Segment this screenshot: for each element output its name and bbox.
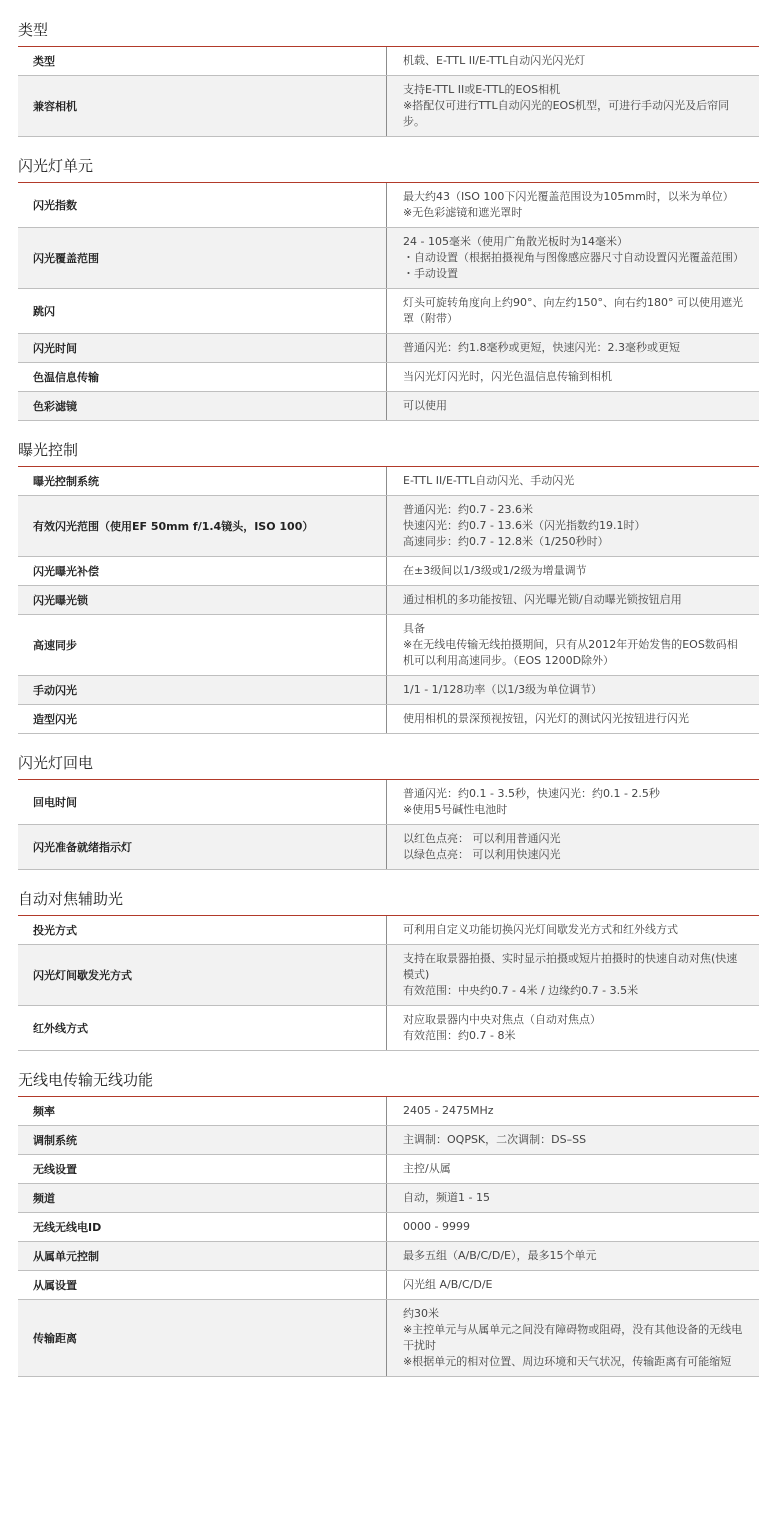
spec-value-line: ・手动设置 (403, 267, 458, 280)
spec-row (18, 1300, 759, 1377)
spec-value (387, 1006, 759, 1050)
spec-value-line: ※无色彩滤镜和遮光罩时 (403, 206, 523, 219)
spec-label: 有效闪光范围（使用EF 50mm f/1.4镜头，ISO 100） (18, 496, 387, 556)
spec-value (387, 289, 759, 333)
spec-value-line: 普通闪光：约0.1 - 3.5秒，快速闪光：约0.1 - 2.5秒 (403, 787, 660, 800)
spec-label: 跳闪 (18, 289, 387, 333)
spec-value-line: 使用相机的景深预视按钮，闪光灯的测试闪光按钮进行闪光 (403, 712, 689, 725)
spec-row (18, 557, 759, 586)
spec-value (387, 705, 759, 733)
spec-section (18, 753, 759, 870)
spec-label: 频道 (18, 1184, 387, 1212)
spec-row (18, 1126, 759, 1155)
spec-value-line: ※根据单元的相对位置、周边环境和天气状况，传输距离有可能缩短 (403, 1355, 732, 1368)
spec-table (18, 183, 759, 421)
spec-row (18, 496, 759, 557)
spec-value-line: 通过相机的多功能按钮、闪光曝光锁/自动曝光锁按钮启用 (403, 593, 682, 606)
spec-row (18, 47, 759, 76)
spec-row (18, 1242, 759, 1271)
section-title: 闪光灯回电 (18, 753, 759, 780)
spec-label: 色彩滤镜 (18, 392, 387, 420)
spec-row (18, 183, 759, 228)
section-title: 闪光灯单元 (18, 156, 759, 183)
spec-label: 闪光时间 (18, 334, 387, 362)
spec-value (387, 392, 759, 420)
spec-row (18, 76, 759, 137)
section-title: 自动对焦辅助光 (18, 889, 759, 916)
spec-value (387, 1271, 759, 1299)
spec-row (18, 1184, 759, 1213)
spec-row (18, 1097, 759, 1126)
spec-value (387, 183, 759, 227)
spec-row (18, 586, 759, 615)
spec-value-line: 最多五组（A/B/C/D/E），最多15个单元 (403, 1249, 597, 1262)
spec-label: 高速同步 (18, 615, 387, 675)
spec-row (18, 676, 759, 705)
spec-value-line: 快速闪光：约0.7 - 13.6米（闪光指数约19.1时） (403, 519, 646, 532)
spec-row (18, 467, 759, 496)
spec-section (18, 889, 759, 1051)
spec-value-line: 闪光组 A/B/C/D/E (403, 1278, 493, 1291)
spec-value-line: 以红色点亮： 可以利用普通闪光 (403, 832, 561, 845)
spec-value-line: 主调制：OQPSK，二次调制：DS–SS (403, 1133, 587, 1146)
spec-row (18, 916, 759, 945)
spec-value-line: 高速同步：约0.7 - 12.8米（1/250秒时） (403, 535, 609, 548)
spec-label: 从属设置 (18, 1271, 387, 1299)
spec-value-line: 当闪光灯闪光时，闪光色温信息传输到相机 (403, 370, 612, 383)
spec-row (18, 780, 759, 825)
spec-value (387, 1126, 759, 1154)
spec-label: 从属单元控制 (18, 1242, 387, 1270)
spec-value (387, 228, 759, 288)
spec-value (387, 586, 759, 614)
spec-table (18, 1097, 759, 1377)
spec-table (18, 467, 759, 734)
spec-label: 频率 (18, 1097, 387, 1125)
spec-value-line: 自动，频道1 - 15 (403, 1191, 490, 1204)
spec-value-line: 2405 - 2475MHz (403, 1104, 494, 1117)
spec-label: 闪光灯间歇发光方式 (18, 945, 387, 1005)
spec-value-line: ※搭配仅可进行TTL自动闪光的EOS机型，可进行手动闪光及后帘同步。 (403, 99, 730, 128)
spec-section (18, 20, 759, 137)
spec-label: 传输距离 (18, 1300, 387, 1376)
spec-value (387, 467, 759, 495)
spec-value-line: 机载、E-TTL II/E-TTL自动闪光闪光灯 (403, 54, 586, 67)
spec-value-line: 支持E-TTL II或E-TTL的EOS相机 (403, 83, 561, 96)
spec-value (387, 1184, 759, 1212)
spec-value-line: 可以使用 (403, 399, 447, 412)
spec-value-line: 24 - 105毫米（使用广角散光板时为14毫米） (403, 235, 628, 248)
spec-value (387, 916, 759, 944)
spec-value (387, 76, 759, 136)
spec-value (387, 1155, 759, 1183)
spec-label: 类型 (18, 47, 387, 75)
spec-value-line: ※在无线电传输无线拍摄期间，只有从2012年开始发售的EOS数码相机可以利用高速同步。（EOS 1200D除外） (403, 638, 738, 667)
spec-label: 调制系统 (18, 1126, 387, 1154)
spec-value (387, 1213, 759, 1241)
spec-label: 回电时间 (18, 780, 387, 824)
spec-row (18, 228, 759, 289)
spec-value (387, 676, 759, 704)
spec-label: 闪光覆盖范围 (18, 228, 387, 288)
spec-value (387, 825, 759, 869)
spec-section (18, 156, 759, 421)
spec-label: 闪光指数 (18, 183, 387, 227)
spec-row (18, 1213, 759, 1242)
spec-value (387, 334, 759, 362)
spec-table (18, 916, 759, 1051)
spec-value-line: 以绿色点亮： 可以利用快速闪光 (403, 848, 561, 861)
spec-value-line: 主控/从属 (403, 1162, 451, 1175)
spec-value-line: 具备 (403, 622, 425, 635)
spec-value (387, 496, 759, 556)
spec-value-line: 可利用自定义功能切换闪光灯间歇发光方式和红外线方式 (403, 923, 678, 936)
spec-value-line: 约30米 (403, 1307, 439, 1320)
spec-row (18, 945, 759, 1006)
spec-value (387, 780, 759, 824)
spec-label: 闪光曝光锁 (18, 586, 387, 614)
spec-label: 兼容相机 (18, 76, 387, 136)
spec-value-line: 对应取景器内中央对焦点（自动对焦点） (403, 1013, 601, 1026)
spec-value (387, 1097, 759, 1125)
spec-label: 红外线方式 (18, 1006, 387, 1050)
spec-value-line: 普通闪光：约0.7 - 23.6米 (403, 503, 533, 516)
spec-row (18, 1006, 759, 1051)
spec-value-line: 有效范围：约0.7 - 8米 (403, 1029, 516, 1042)
spec-value-line: 0000 - 9999 (403, 1220, 470, 1233)
spec-row (18, 392, 759, 421)
spec-table (18, 780, 759, 870)
spec-value (387, 1300, 759, 1376)
spec-value (387, 945, 759, 1005)
spec-value-line: 1/1 - 1/128功率（以1/3级为单位调节） (403, 683, 603, 696)
spec-value (387, 615, 759, 675)
section-title: 无线电传输无线功能 (18, 1070, 759, 1097)
spec-value (387, 363, 759, 391)
spec-page (18, 0, 759, 1377)
spec-label: 投光方式 (18, 916, 387, 944)
spec-value-line: ・自动设置（根据拍摄视角与图像感应器尺寸自动设置闪光覆盖范围） (403, 251, 744, 264)
spec-value-line: ※主控单元与从属单元之间没有障碍物或阻碍，没有其他设备的无线电干扰时 (403, 1323, 743, 1352)
spec-label: 造型闪光 (18, 705, 387, 733)
spec-row (18, 1155, 759, 1184)
spec-value-line: 最大约43（ISO 100下闪光覆盖范围设为105mm时，以米为单位） (403, 190, 734, 203)
spec-row (18, 334, 759, 363)
section-title: 类型 (18, 20, 759, 47)
spec-value (387, 1242, 759, 1270)
spec-section (18, 1070, 759, 1377)
spec-label: 色温信息传输 (18, 363, 387, 391)
spec-value-line: 灯头可旋转角度向上约90°、向左约150°、向右约180° 可以使用遮光罩（附带） (403, 296, 743, 325)
spec-label: 曝光控制系统 (18, 467, 387, 495)
spec-label: 手动闪光 (18, 676, 387, 704)
spec-row (18, 363, 759, 392)
spec-section (18, 440, 759, 734)
spec-value-line: ※使用5号碱性电池时 (403, 803, 508, 816)
spec-row (18, 615, 759, 676)
section-title: 曝光控制 (18, 440, 759, 467)
spec-label: 无线设置 (18, 1155, 387, 1183)
spec-row (18, 825, 759, 870)
spec-value-line: 普通闪光：约1.8毫秒或更短，快速闪光：2.3毫秒或更短 (403, 341, 680, 354)
spec-label: 闪光曝光补偿 (18, 557, 387, 585)
spec-row (18, 705, 759, 734)
spec-value-line: 支持在取景器拍摄、实时显示拍摄或短片拍摄时的快速自动对焦(快速模式) (403, 952, 738, 981)
spec-value-line: 有效范围：中央约0.7 - 4米 / 边缘约0.7 - 3.5米 (403, 984, 639, 997)
spec-value-line: 在±3级间以1/3级或1/2级为增量调节 (403, 564, 587, 577)
spec-row (18, 289, 759, 334)
spec-value (387, 47, 759, 75)
spec-label: 无线无线电ID (18, 1213, 387, 1241)
spec-row (18, 1271, 759, 1300)
spec-value (387, 557, 759, 585)
spec-value-line: E-TTL II/E-TTL自动闪光、手动闪光 (403, 474, 575, 487)
spec-table (18, 47, 759, 137)
spec-label: 闪光准备就绪指示灯 (18, 825, 387, 869)
